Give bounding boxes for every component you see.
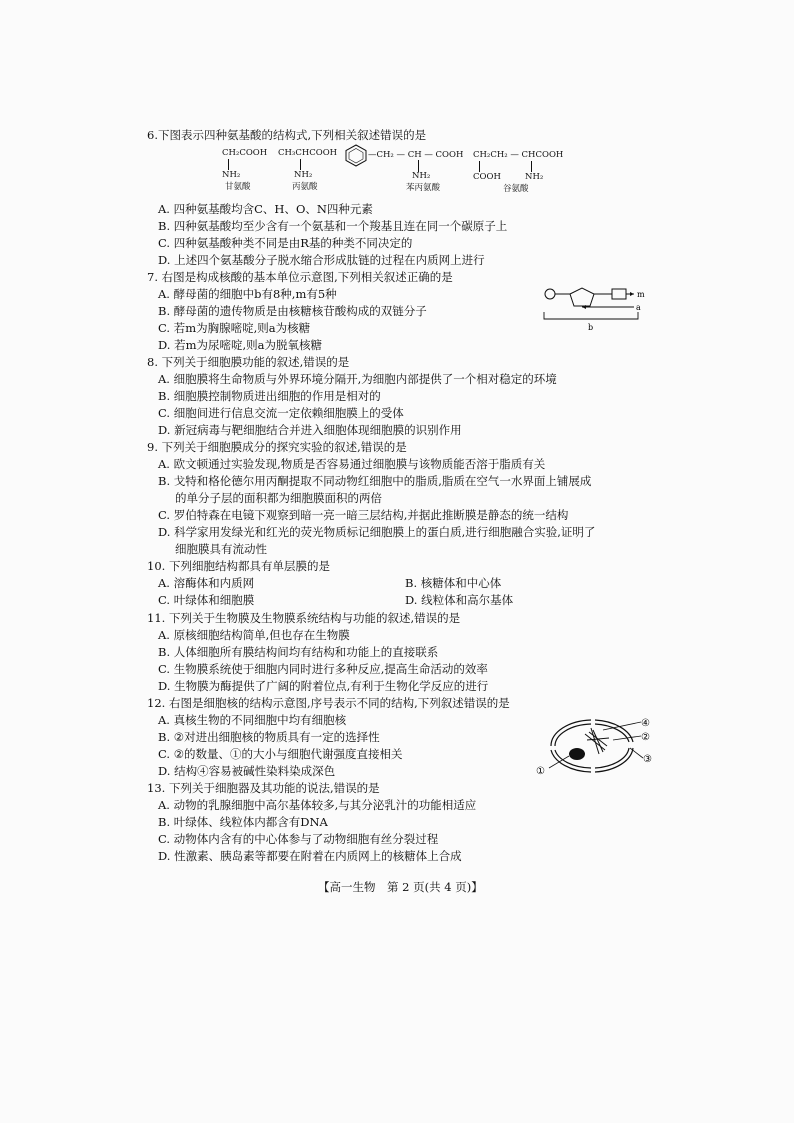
q8-stem: 8. 下列关于细胞膜功能的叙述,错误的是 (147, 355, 350, 369)
q7-option-c: C. 若m为胸腺嘧啶,则a为核糖 (158, 321, 311, 335)
q13-option-b: B. 叶绿体、线粒体内都含有DNA (158, 815, 328, 829)
q9-option-b: B. 戈特和格伦德尔用丙酮提取不同动物红细胞中的脂质,脂质在空气一水界面上铺展成 (158, 474, 592, 488)
q7-option-d: D. 若m为尿嘧啶,则a为脱氧核糖 (158, 338, 323, 352)
q11-option-a: A. 原核细胞结构简单,但也存在生物膜 (158, 628, 350, 642)
bond-line (228, 159, 229, 170)
q6-option-b: B. 四种氨基酸均至少含有一个氨基和一个羧基且连在同一个碳原子上 (158, 219, 508, 233)
phenylalanine-nh2: NH₂ (412, 171, 431, 181)
pentose-sugar-shape (570, 288, 594, 306)
q6-option-a: A. 四种氨基酸均含C、H、O、N四种元素 (158, 202, 373, 216)
alanine-name: 丙氨酸 (292, 182, 318, 192)
q7-option-b: B. 酵母菌的遗传物质是由核糖核苷酸构成的双链分子 (158, 304, 427, 318)
label-4: ④ (641, 718, 650, 729)
q12-option-c: C. ②的数量、①的大小与细胞代谢强度直接相关 (158, 747, 403, 761)
glycine-name: 甘氨酸 (225, 182, 251, 192)
q6-stem: 6.下图表示四种氨基酸的结构式,下列相关叙述错误的是 (147, 128, 427, 142)
q9-option-d: D. 科学家用发绿光和红光的荧光物质标记细胞膜上的蛋白质,进行细胞融合实验,证明了 (158, 525, 596, 539)
label-b: b (588, 323, 594, 332)
q7-stem: 7. 右图是构成核酸的基本单位示意图,下列相关叙述正确的是 (147, 270, 453, 284)
q13-stem: 13. 下列关于细胞器及其功能的说法,错误的是 (147, 781, 380, 795)
q10-option-a: A. 溶酶体和内质网 (158, 576, 255, 590)
q9-option-a: A. 欧文顿通过实验发现,物质是否容易通过细胞膜与该物质能否溶于脂质有关 (158, 457, 546, 471)
q11-option-c: C. 生物膜系统使于细胞内同时进行多种反应,提高生命活动的效率 (158, 662, 488, 676)
q9-stem: 9. 下列关于细胞膜成分的探究实验的叙述,错误的是 (147, 440, 407, 454)
q8-option-b: B. 细胞膜控制物质进出细胞的作用是相对的 (158, 389, 381, 403)
base-rect (612, 289, 626, 299)
glycine-nh2: NH₂ (222, 170, 241, 180)
q7-option-a: A. 酵母菌的细胞中b有8种,m有5种 (158, 287, 337, 301)
q8-option-a: A. 细胞膜将生命物质与外界环境分隔开,为细胞内部提供了一个相对稳定的环境 (158, 372, 557, 386)
nucleolus-shape (569, 748, 585, 760)
q9-option-b-continued: 的单分子层的面积都为细胞膜面积的两倍 (175, 491, 382, 505)
glutamate-top: CH₂CH₂ — CHCOOH (473, 150, 564, 160)
q6-option-d: D. 上述四个氨基酸分子脱水缩合形成肽链的过程在内质网上进行 (158, 253, 485, 267)
q12-stem: 12. 右图是细胞核的结构示意图,序号表示不同的结构,下列叙述错误的是 (147, 696, 510, 710)
label-m: m (637, 290, 645, 299)
q10-option-d: D. 线粒体和高尔基体 (405, 593, 514, 607)
alanine-top: CH₃CHCOOH (278, 148, 338, 158)
bond-line (479, 161, 480, 172)
q13-option-a: A. 动物的乳腺细胞中高尔基体较多,与其分泌乳汁的功能相适应 (158, 798, 477, 812)
glutamate-cooh: COOH (473, 172, 501, 182)
glycine-structure (222, 148, 268, 192)
q8-option-c: C. 细胞间进行信息交流一定依赖细胞膜上的受体 (158, 406, 404, 420)
glycine-top: CH₂COOH (222, 148, 268, 158)
q6-option-c: C. 四种氨基酸种类不同是由R基的种类不同决定的 (158, 236, 413, 250)
q13-option-d: D. 性激素、胰岛素等都要在附着在内质网上的核糖体上合成 (158, 849, 462, 863)
phenylalanine-top: —CH₂ — CH — COOH (368, 150, 464, 160)
glutamate-name: 谷氨酸 (503, 184, 529, 194)
bond-line (531, 161, 532, 172)
phosphate-circle (545, 289, 555, 299)
alanine-structure (278, 148, 338, 192)
page-footer: 【高一生物 第 2 页(共 4 页)】 (318, 880, 483, 894)
nucleotide-figure (538, 282, 658, 334)
q9-option-d-continued: 细胞膜具有流动性 (175, 542, 267, 556)
q10-option-b: B. 核糖体和中心体 (405, 576, 502, 590)
q11-option-d: D. 生物膜为酶提供了广阔的附着位点,有利于生物化学反应的进行 (158, 679, 489, 693)
q12-option-b: B. ②对进出细胞核的物质具有一定的选择性 (158, 730, 380, 744)
alanine-nh2: NH₂ (294, 170, 313, 180)
benzene-ring-icon (343, 143, 369, 167)
q13-option-c: C. 动物体内含有的中心体参与了动物细胞有丝分裂过程 (158, 832, 439, 846)
q8-option-d: D. 新冠病毒与靶细胞结合并进入细胞体现细胞膜的识别作用 (158, 423, 462, 437)
q10-stem: 10. 下列细胞结构都具有单层膜的是 (147, 559, 330, 573)
label-3: ③ (643, 754, 652, 765)
q11-option-b: B. 人体细胞所有膜结构间均有结构和功能上的直接联系 (158, 645, 439, 659)
bond-line (300, 159, 301, 170)
label-a: a (636, 303, 641, 312)
q12-option-a: A. 真核生物的不同细胞中均有细胞核 (158, 713, 347, 727)
q12-option-d: D. 结构④容易被碱性染料染成深色 (158, 764, 336, 778)
q10-option-c: C. 叶绿体和细胞膜 (158, 593, 255, 607)
nucleus-figure (533, 714, 668, 778)
q11-stem: 11. 下列关于生物膜及生物膜系统结构与功能的叙述,错误的是 (147, 611, 461, 625)
phenylalanine-name: 苯丙氨酸 (406, 183, 441, 193)
q9-option-c: C. 罗伯特森在电镜下观察到暗一亮一暗三层结构,并据此推断膜是静态的统一结构 (158, 508, 569, 522)
label-2: ② (641, 732, 650, 743)
glutamate-structure (473, 150, 564, 194)
glutamate-nh2: NH₂ (525, 172, 544, 182)
label-1: ① (536, 766, 545, 777)
